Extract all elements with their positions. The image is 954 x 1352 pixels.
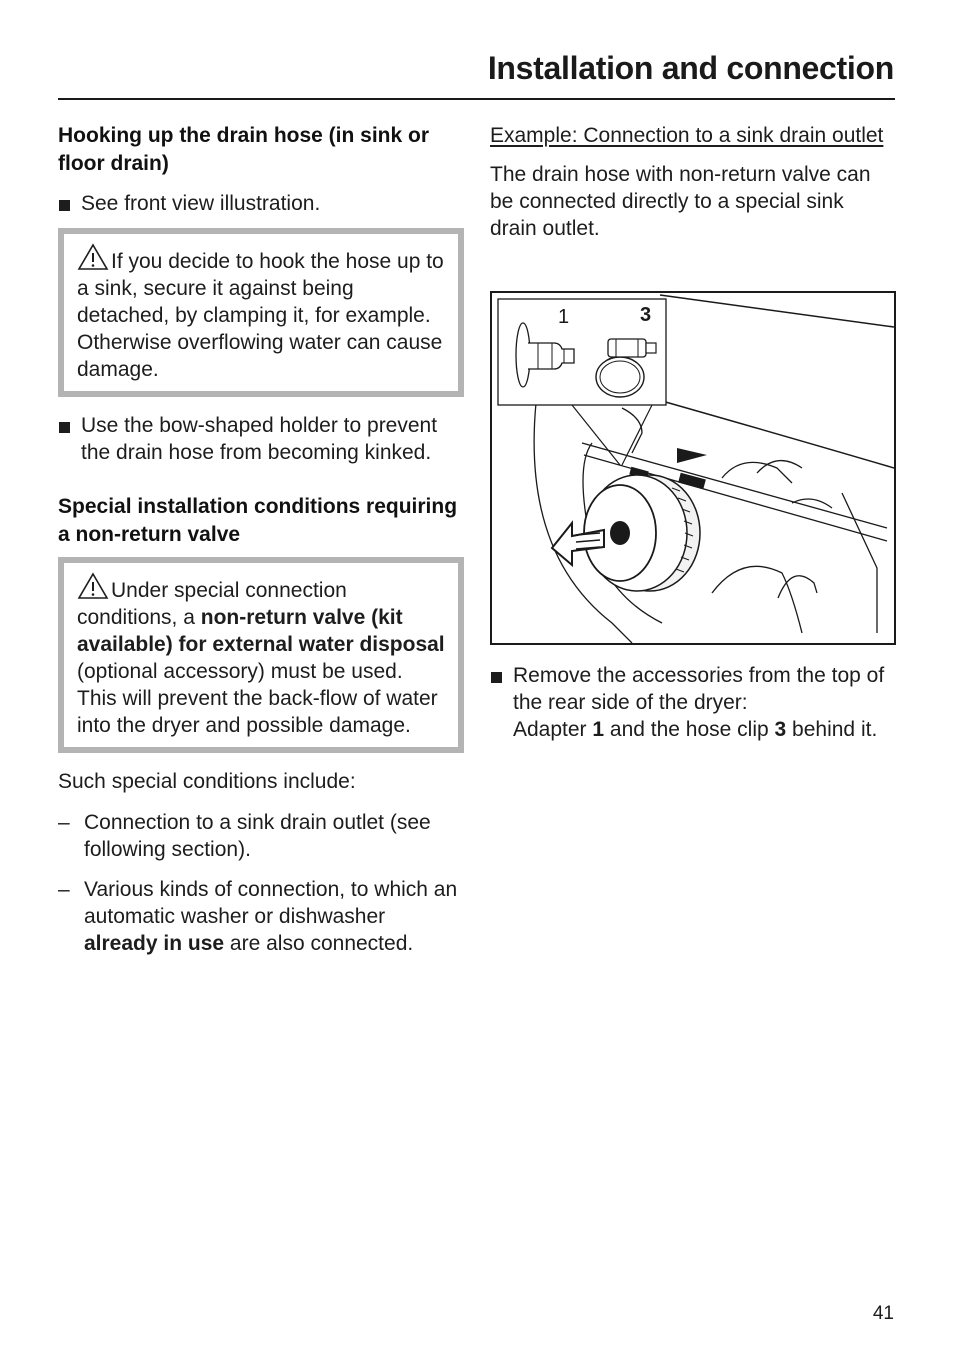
conditions-intro: Such special conditions include:	[58, 770, 356, 793]
bullet-remove-accessories	[490, 662, 918, 743]
dash-mark: –	[58, 811, 70, 834]
dash-item-sink-outlet	[58, 809, 464, 863]
warning-text-pre: Under special connection conditions, a	[77, 579, 347, 629]
page-number: 41	[872, 1303, 894, 1324]
illustration-svg	[492, 293, 894, 643]
adapter-label: 1	[558, 306, 570, 328]
bullet-text-end: behind it.	[786, 718, 878, 741]
clip-number: 3	[774, 718, 787, 741]
left-column	[58, 122, 464, 957]
dash-text-bold: already in use	[84, 932, 225, 955]
warning-text: If you decide to hook the hose up to a sink, secure it against being detached, by clamping it, for example. Otherwise overflowing water can cause damage.	[77, 250, 444, 381]
bullet-text: See front view illustration.	[81, 192, 321, 215]
title-rule	[58, 98, 895, 100]
bullet-square-icon	[59, 422, 70, 433]
bullet-bow-holder	[58, 412, 464, 466]
warning-triangle-icon	[77, 572, 109, 600]
dash-text-pre: Various kinds of connection, to which an automatic washer or dishwasher	[84, 878, 458, 928]
sink-drain-illustration	[490, 291, 896, 645]
bullet-square-icon	[491, 672, 502, 683]
page-title: Installation and connection	[487, 50, 894, 86]
special-conditions-heading: Special installation conditions requiring a non-return valve	[58, 495, 458, 546]
warning-box-sink	[58, 228, 464, 397]
example-text: The drain hose with non-return valve can be connected directly to a special sink drain outlet.	[490, 163, 871, 240]
dash-text-post: are also connected.	[224, 932, 414, 955]
bullet-square-icon	[59, 200, 70, 211]
warning-text-bold: non-return valve (kit available) for external water disposal	[77, 606, 445, 656]
dash-text: Connection to a sink drain outlet (see following section).	[84, 811, 431, 861]
clip-label: 3	[640, 304, 652, 326]
bullet-text: Use the bow-shaped holder to prevent the drain hose from becoming kinked.	[81, 414, 438, 464]
adapter-number: 1	[592, 718, 605, 741]
dash-mark: –	[58, 878, 70, 901]
bullet-text-clip: and the hose clip	[604, 718, 775, 741]
warning-text-post: (optional accessory) must be used. This will prevent the back-flow of water into the dryer and possible damage.	[77, 660, 438, 737]
example-heading: Example: Connection to a sink drain outlet	[490, 124, 884, 147]
drain-hose-heading: Hooking up the drain hose (in sink or floor drain)	[58, 124, 430, 175]
dash-item-various-connections	[58, 876, 464, 957]
right-column	[490, 122, 895, 242]
bullet-text-part1: Remove the accessories from the top of the rear side of the dryer:	[513, 664, 885, 714]
warning-triangle-icon	[77, 243, 109, 271]
bullet-text-adapter: Adapter	[513, 718, 593, 741]
warning-box-non-return-valve	[58, 557, 464, 753]
bullet-front-view	[58, 190, 464, 217]
